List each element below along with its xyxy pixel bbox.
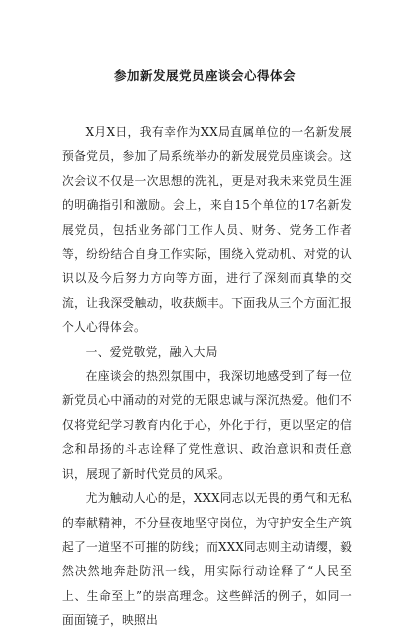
paragraph-section1-example: 尤为触动人心的是，XXX同志以无畏的勇气和无私的奉献精神，不分昼夜地坚守岗位，为守护安全生产筑起了一道坚不可摧的防线；而XXX同志则主动请缨，毅然决然地奔赴防汛一线，用实际行动诠释了“人民至上、生命至上”的崇高理念。这些鲜活的例子，如同一面面镜子，映照出: [62, 491, 352, 628]
document-title: 参加新发展党员座谈会心得体会: [113, 68, 296, 83]
document-body: [62, 120, 352, 633]
paragraph-section1-body: 在座谈会的热烈氛围中，我深切地感受到了每一位新党员心中涌动的对党的无限忠诚与深沉热爱。他们不仅将党纪学习教育内化于心，外化于行，更以坚定的信念和昂扬的斗志诠释了党性意识、政治意识和责任意识，展现了新时代党员的风采。: [62, 369, 352, 481]
paragraph-intro: X月X日，我有幸作为XX局直属单位的一名新发展预备党员，参加了局系统举办的新发展党员座谈会。这次会议不仅是一次思想的洗礼，更是对我未来党员生涯的明确指引和激励。会上，来自15个单位的17名新发展党员，包括业务部门工作人员、财务、党务工作者等，纷纷结合自身工作实际，围绕入党动机、对党的认识以及今后努力方向等方面，进行了深刻而真挚的交流，让我深受触动，收获颇丰。下面我从三个方面汇报个人心得体会。: [62, 125, 352, 335]
section-heading-1: 一、爱党敬党，融入大局: [85, 344, 218, 359]
